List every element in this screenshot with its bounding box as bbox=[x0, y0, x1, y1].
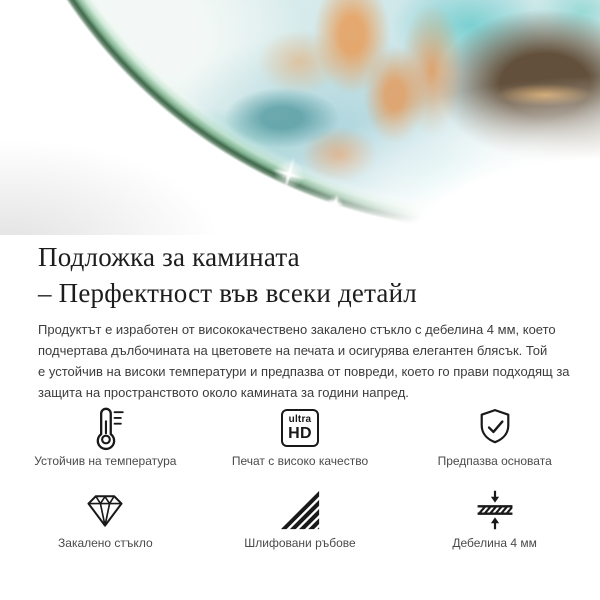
feature-temperature bbox=[8, 405, 203, 468]
ultra-hd-badge-bottom: HD bbox=[288, 424, 312, 442]
sparkle-glint-icon bbox=[267, 152, 312, 197]
feature-label: Устойчив на температура bbox=[34, 454, 177, 468]
feature-polished-edges bbox=[203, 487, 398, 550]
feature-thickness bbox=[397, 487, 592, 550]
ultra-hd-badge-top: ultra bbox=[288, 413, 312, 425]
thermometer-icon bbox=[82, 405, 128, 451]
diamond-icon bbox=[83, 487, 127, 533]
description-line: защита на пространството около камината за години напред. bbox=[38, 385, 409, 400]
description-line: е устойчив на високи температури и предпазва от повреди, което го прави подходящ за bbox=[38, 364, 570, 379]
thickness-4mm-icon bbox=[473, 487, 517, 533]
feature-label: Предпазва основата bbox=[437, 454, 552, 468]
polished-edges-icon bbox=[278, 487, 322, 533]
feature-label: Дебелина 4 мм bbox=[452, 536, 537, 550]
feature-tempered-glass bbox=[8, 487, 203, 550]
feature-grid bbox=[0, 405, 600, 550]
feature-print-quality bbox=[203, 405, 398, 468]
description-section bbox=[0, 239, 600, 403]
shield-check-icon bbox=[473, 405, 517, 451]
description-line: подчертава дълбочината на цветовете на печата и осигурява елегантен блясък. Той bbox=[38, 343, 548, 358]
product-description bbox=[38, 319, 570, 403]
description-line: Продуктът е изработен от висококачествено закалено стъкло с дебелина 4 мм, което bbox=[38, 322, 556, 337]
page-title bbox=[38, 239, 570, 311]
title-line-1: Подложка за камината bbox=[38, 242, 300, 272]
feature-label: Шлифовани ръбове bbox=[244, 536, 356, 550]
sparkle-glint-small-icon bbox=[324, 192, 346, 214]
feature-label: Печат с високо качество bbox=[231, 454, 369, 468]
ultra-hd-icon bbox=[281, 405, 319, 451]
feature-protects-base bbox=[397, 405, 592, 468]
product-image bbox=[0, 0, 600, 235]
feature-label: Закалено стъкло bbox=[58, 536, 153, 550]
title-line-2: – Перфектност във всеки детайл bbox=[38, 278, 417, 308]
